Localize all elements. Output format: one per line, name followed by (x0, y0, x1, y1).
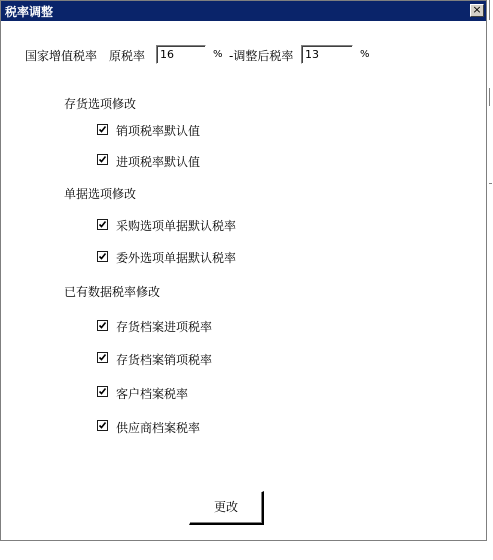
old-rate-label: 原税率 (109, 49, 146, 63)
vat-rate-label: 国家增值税率 (25, 49, 98, 63)
label-inventory-sales-rate: 存货档案销项税率 (116, 353, 213, 367)
background-window-edge (489, 88, 490, 106)
label-input-tax-default: 进项税率默认值 (116, 155, 201, 169)
background-window-edge (489, 183, 492, 184)
check-mark-icon (98, 155, 107, 164)
new-rate-label: -调整后税率 (229, 49, 294, 63)
checkbox-sales-tax-default[interactable] (97, 124, 108, 135)
check-mark-icon (98, 321, 107, 330)
dialog-title: 税率调整 (5, 5, 54, 19)
label-sales-tax-default: 销项税率默认值 (116, 124, 201, 138)
checkbox-input-tax-default[interactable] (97, 154, 108, 165)
label-customer-rate: 客户档案税率 (116, 387, 189, 401)
label-outsource-doc-rate: 委外选项单据默认税率 (116, 251, 237, 265)
new-rate-input[interactable] (301, 45, 353, 64)
checkbox-customer-rate[interactable] (97, 386, 108, 397)
check-mark-icon (98, 252, 107, 261)
label-purchase-doc-rate: 采购选项单据默认税率 (116, 219, 237, 233)
old-rate-input[interactable] (156, 45, 206, 64)
close-icon: × (472, 3, 482, 16)
checkbox-outsource-doc-rate[interactable] (97, 251, 108, 262)
check-mark-icon (98, 353, 107, 362)
update-button[interactable]: 更改 (189, 491, 264, 525)
label-inventory-input-rate: 存货档案进项税率 (116, 320, 213, 334)
title-bar[interactable] (1, 1, 486, 21)
section-inventory-title: 存货选项修改 (64, 97, 137, 111)
checkbox-purchase-doc-rate[interactable] (97, 219, 108, 230)
old-rate-unit: % (213, 49, 223, 60)
checkbox-inventory-input-rate[interactable] (97, 320, 108, 331)
checkbox-supplier-rate[interactable] (97, 420, 108, 431)
check-mark-icon (98, 387, 107, 396)
background-window-edge (489, 0, 490, 20)
check-mark-icon (98, 125, 107, 134)
check-mark-icon (98, 220, 107, 229)
section-document-title: 单据选项修改 (64, 187, 137, 201)
new-rate-unit: % (360, 49, 370, 60)
close-button[interactable] (470, 4, 484, 17)
section-existing-data-title: 已有数据税率修改 (64, 285, 161, 299)
check-mark-icon (98, 421, 107, 430)
checkbox-inventory-sales-rate[interactable] (97, 352, 108, 363)
label-supplier-rate: 供应商档案税率 (116, 421, 201, 435)
